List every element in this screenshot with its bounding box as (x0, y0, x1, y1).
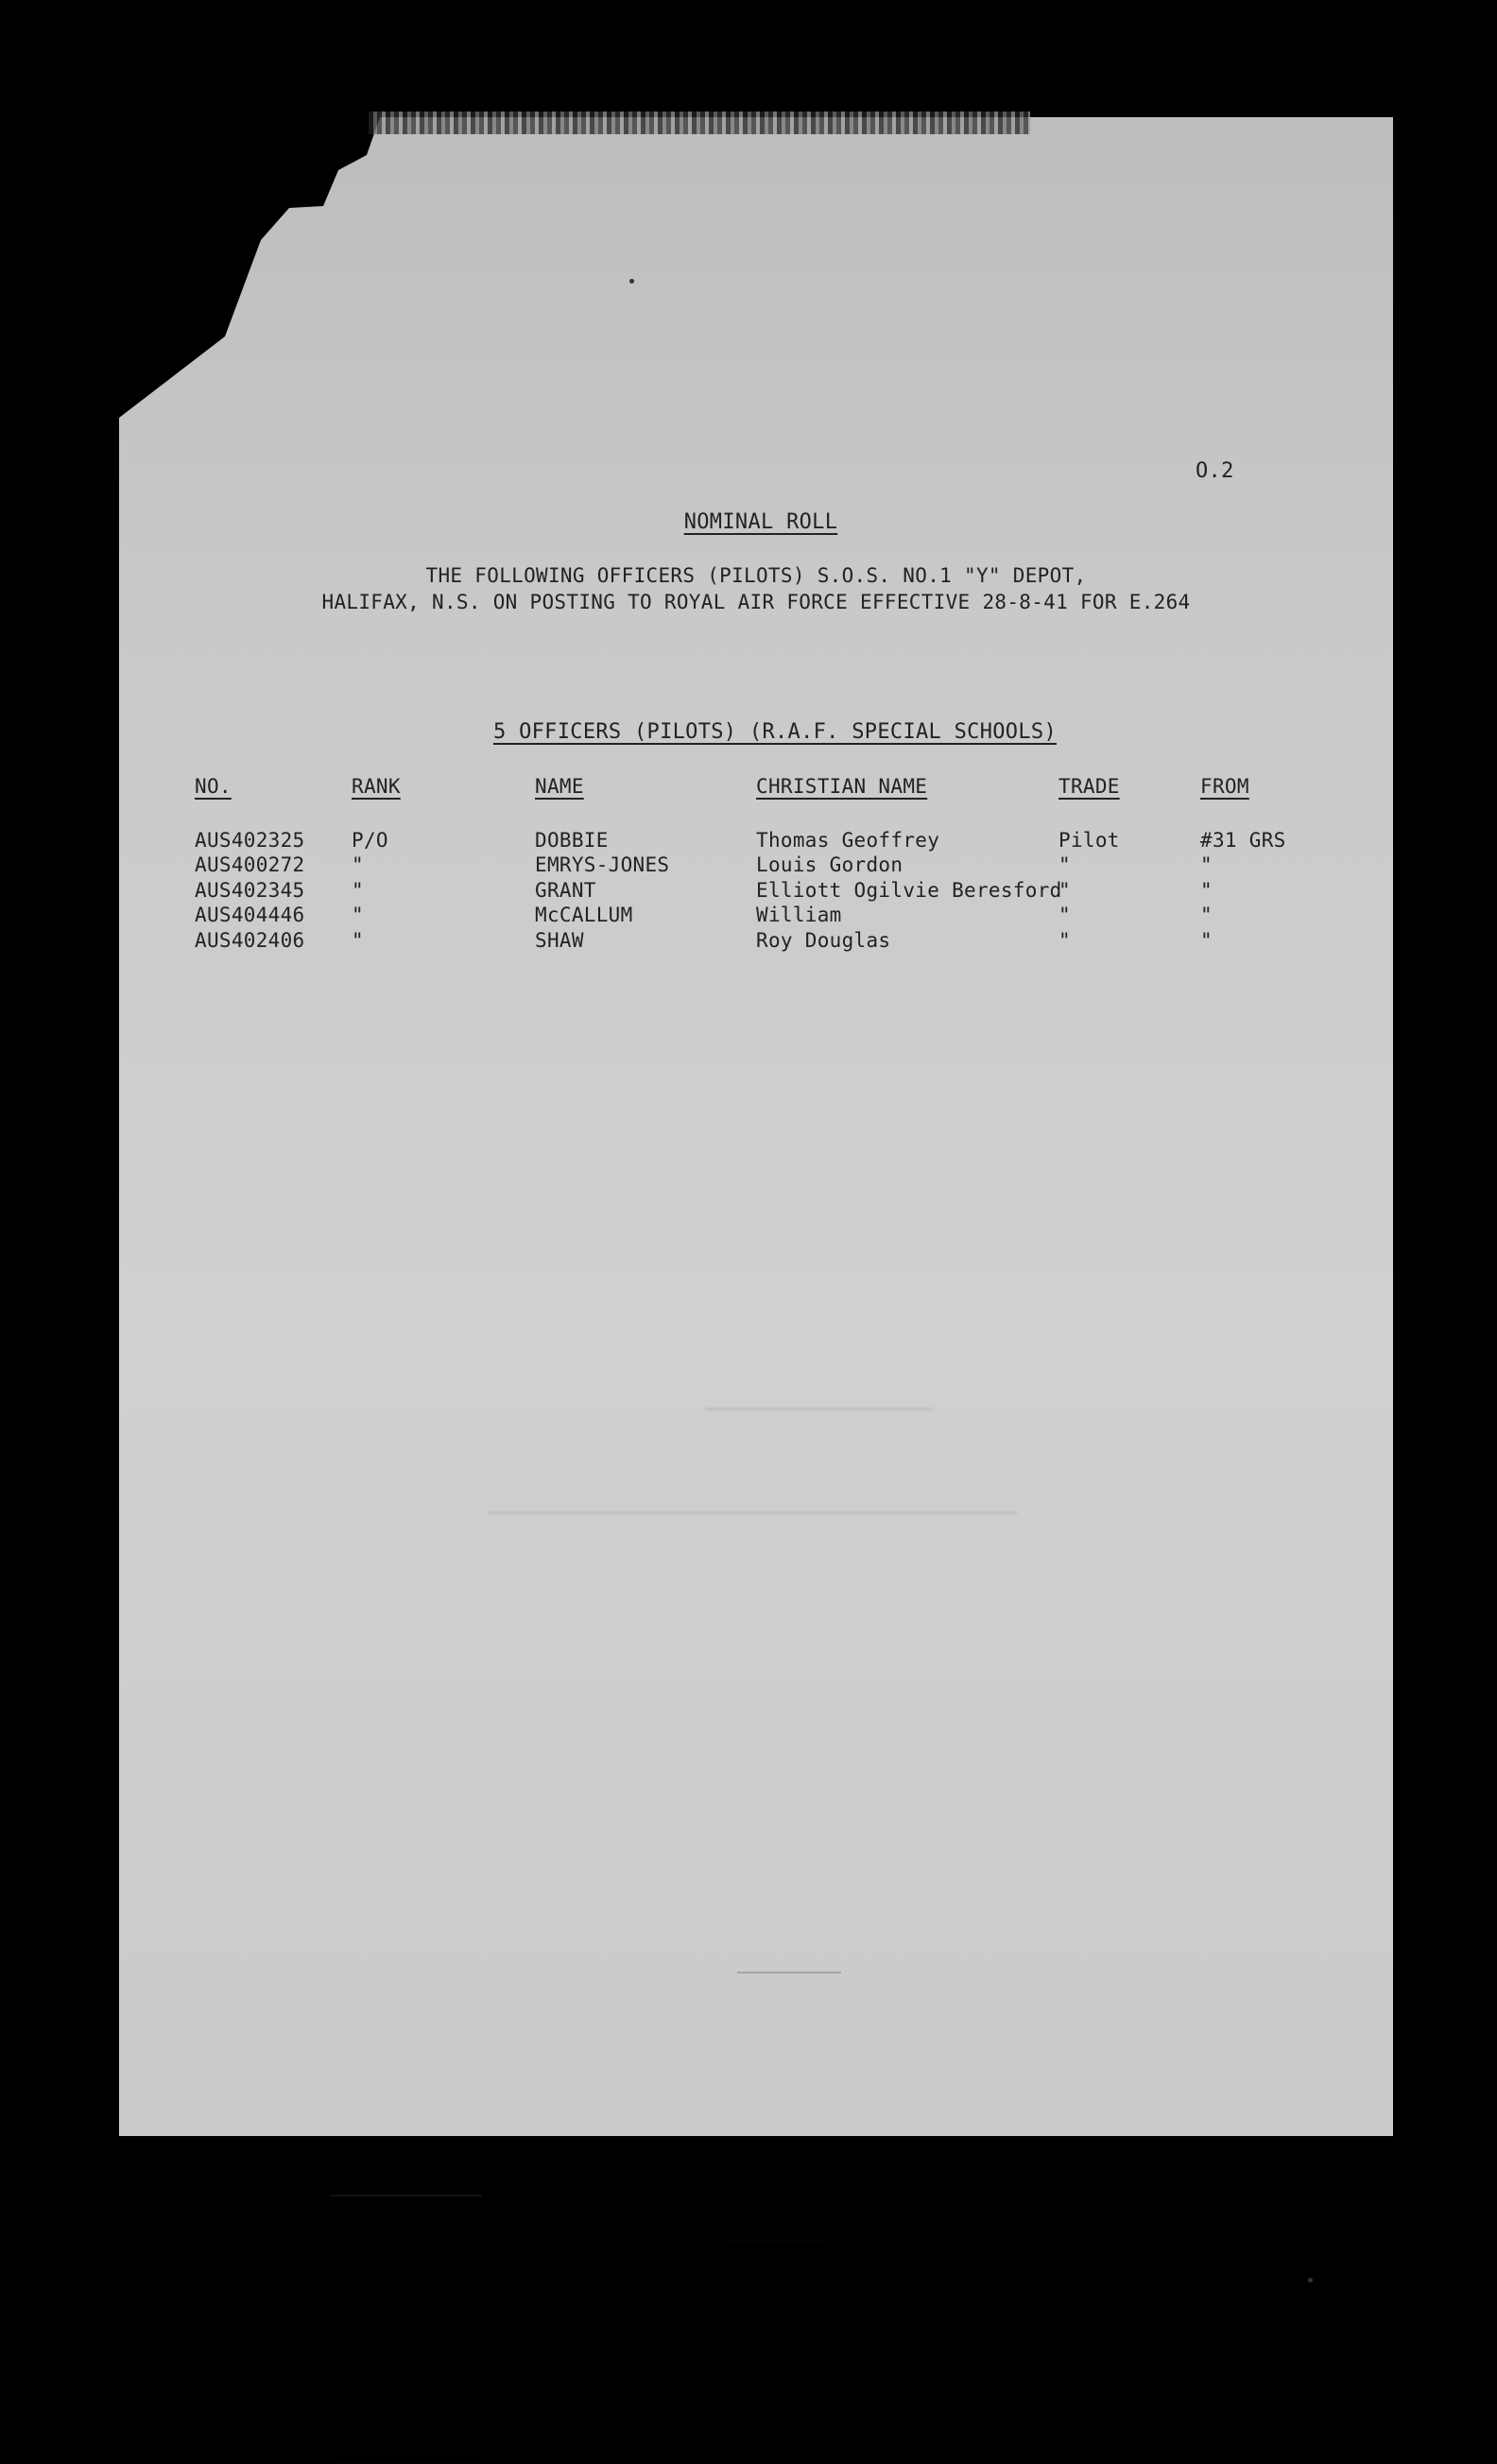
table-cell-trade: " (1058, 879, 1071, 902)
document-sheet (119, 117, 1393, 2136)
column-christian-name-header: CHRISTIAN NAME (756, 775, 928, 798)
table-cell-rank: " (352, 853, 364, 876)
column-no-header: NO. (195, 775, 232, 798)
intro-line-1: THE FOLLOWING OFFICERS (PILOTS) S.O.S. NO.1 "Y" DEPOT, (425, 564, 1087, 587)
faint-rule (737, 1972, 841, 1973)
paper-mark (1308, 2278, 1313, 2283)
column-trade-header: TRADE (1058, 775, 1120, 798)
table-cell-christian-name: Elliott Ogilvie Beresford (756, 879, 1062, 902)
column-rank-header: RANK (352, 775, 401, 798)
page-number: O.2 (1196, 459, 1234, 483)
table-cell-name: McCALLUM (535, 904, 633, 926)
faint-rule (331, 2195, 482, 2197)
table-cell-christian-name: Thomas Geoffrey (756, 829, 940, 852)
paper-mark (629, 279, 634, 284)
table-cell-from: " (1200, 879, 1213, 902)
section-heading: 5 OFFICERS (PILOTS) (R.A.F. SPECIAL SCHOOLS) (493, 720, 1057, 744)
torn-top-edge (369, 112, 1030, 134)
table-cell-trade: " (1058, 904, 1071, 926)
column-from-header: FROM (1200, 775, 1249, 798)
table-cell-christian-name: Louis Gordon (756, 853, 903, 876)
table-cell-from: " (1200, 904, 1213, 926)
table-cell-christian-name: Roy Douglas (756, 929, 891, 952)
table-cell-no: AUS402325 (195, 829, 305, 852)
table-cell-trade: " (1058, 853, 1071, 876)
table-cell-rank: " (352, 904, 364, 926)
table-cell-christian-name: William (756, 904, 842, 926)
table-cell-rank: " (352, 879, 364, 902)
column-name-header: NAME (535, 775, 584, 798)
table-cell-no: AUS400272 (195, 853, 305, 876)
table-cell-name: SHAW (535, 929, 584, 952)
table-cell-from: " (1200, 929, 1213, 952)
document-title: NOMINAL ROLL (683, 510, 838, 534)
table-cell-no: AUS402345 (195, 879, 305, 902)
table-cell-rank: " (352, 929, 364, 952)
intro-line-2: HALIFAX, N.S. ON POSTING TO ROYAL AIR FORCE EFFECTIVE 28-8-41 FOR E.264 (321, 591, 1191, 613)
table-cell-from: #31 GRS (1200, 829, 1286, 852)
table-cell-no: AUS402406 (195, 929, 305, 952)
table-cell-trade: " (1058, 929, 1071, 952)
table-cell-from: " (1200, 853, 1213, 876)
table-cell-no: AUS404446 (195, 904, 305, 926)
table-cell-rank: P/O (352, 829, 388, 852)
table-cell-name: DOBBIE (535, 829, 609, 852)
table-cell-trade: Pilot (1058, 829, 1120, 852)
table-cell-name: EMRYS-JONES (535, 853, 670, 876)
table-cell-name: GRANT (535, 879, 596, 902)
